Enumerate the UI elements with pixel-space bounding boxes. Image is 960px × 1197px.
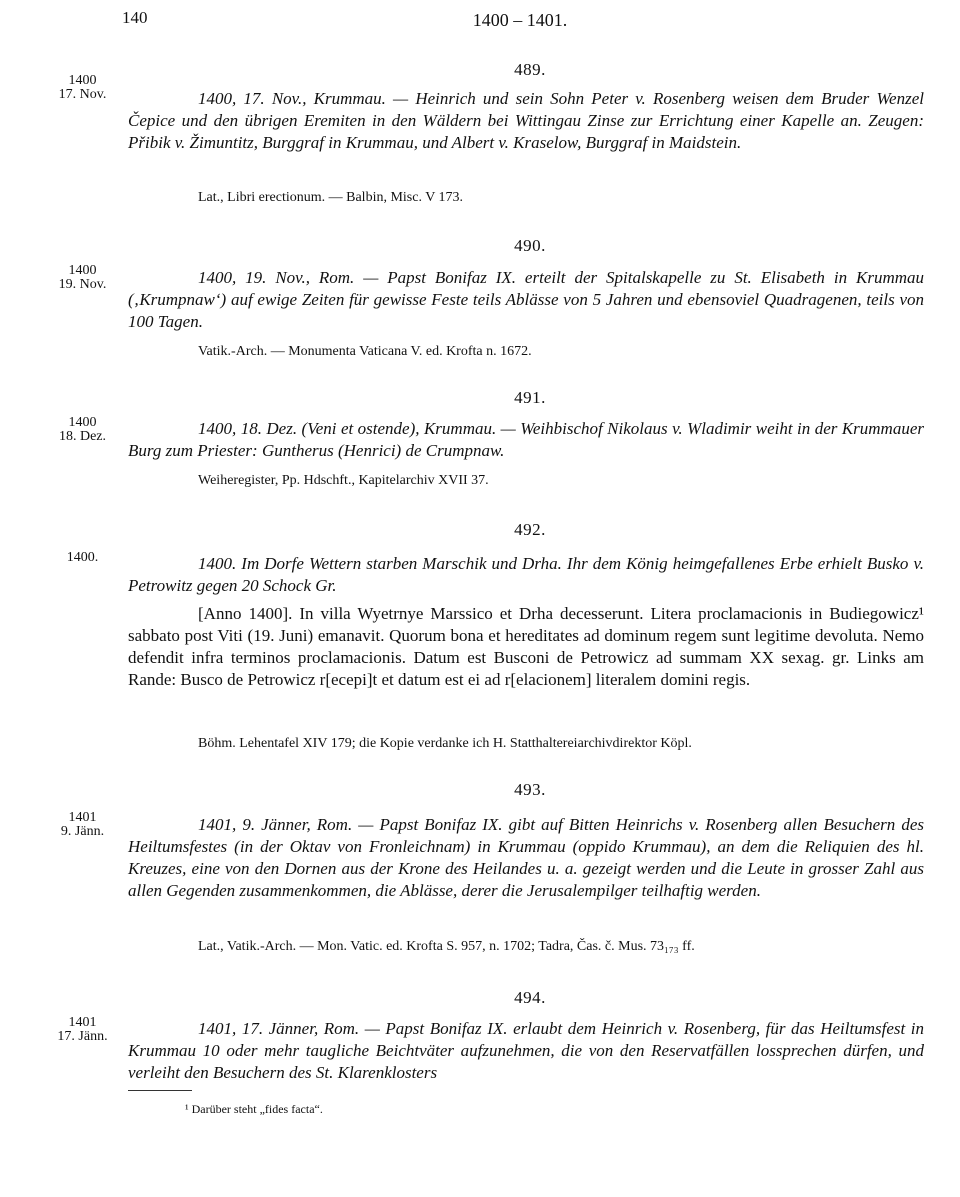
footnote: ¹ Darüber steht „fides facta“. — [185, 1102, 323, 1116]
entry-body: [Anno 1400]. In villa Wyetrnye Marssico et Drha decesserunt. Litera proclamacionis in Budiegowicz¹ sabbato post Viti (19. Juni) emanavit. Quorum bona et hereditates ad dominum regem sunt legitime devoluta. Nemo defendit infra terminos proclamacionis. Datum est Busconi de Petrowicz ad summam XX sexag. gr. Links am Rande: Busco de Petrowicz r[ecepi]t et datum est ei ad r[elacionem] literalem domini regis. — [128, 604, 924, 689]
margin-date — [40, 1016, 125, 1044]
margin-date — [40, 74, 125, 102]
margin-date-day: 19. Nov. — [58, 277, 107, 292]
footnote-rule — [128, 1090, 192, 1091]
margin-date-day: 18. Dez. — [58, 429, 107, 444]
margin-date — [40, 551, 125, 565]
entry-headline: 1400, 19. Nov., Rom. — Papst Bonifaz IX. erteilt der Spitalskapelle zu St. Elisabeth in Krummau (‚Krumpnaw‘) auf ewige Zeiten für gewisse Feste teils Ablässe von 5 Jahren und ebensoviel Quadragenen, teils von 100 Tagen. — [128, 268, 924, 331]
entry-headline: 1401, 9. Jänner, Rom. — Papst Bonifaz IX. gibt auf Bitten Heinrichs v. Rosenberg allen Besuchern des Heiltumsfestes (in der Oktav von Fronleichnam) in Krummau (oppido Krummau), an dem die Reliquien des hl. Kreuzes, eine von den Dornen aus der Krone des Heilandes u. a. gezeigt werden und die Leute in grosser Zahl aus allen Gegenden zusammenkommen, die Ablässe, derer die Jerusalempilger teilhaftig werden. — [128, 815, 924, 900]
entry-text — [128, 553, 924, 691]
entry-source: Böhm. Lehentafel XIV 179; die Kopie verdanke ich H. Statthaltereiarchivdirektor Köpl. — [198, 736, 692, 751]
margin-date-year: 1400 — [68, 73, 97, 88]
entry-number: 492. — [514, 520, 546, 539]
margin-date-day: 9. Jänn. — [60, 824, 105, 839]
margin-date-year: 1400. — [66, 550, 99, 565]
margin-date-day: 17. Nov. — [58, 87, 107, 102]
margin-date-year: 1400 — [68, 263, 97, 278]
entry-headline: 1401, 17. Jänner, Rom. — Papst Bonifaz IX. erlaubt dem Heinrich v. Rosenberg, für das Heiltumsfest in Krummau 10 oder mehr taugliche Beichtväter aufzunehmen, die von den Reservatfällen lossprechen dürfen, und verleiht den Besuchern des St. Klarenklosters — [128, 1019, 924, 1082]
entry-number: 491. — [514, 388, 546, 407]
entry-number: 490. — [514, 236, 546, 255]
entry-number: 489. — [514, 60, 546, 79]
margin-date — [40, 264, 125, 292]
entry-text — [128, 88, 924, 154]
running-head: 1400 – 1401. — [472, 10, 568, 30]
entry-source: Lat., Vatik.-Arch. — Mon. Vatic. ed. Krofta S. 957, n. 1702; Tadra, Čas. č. Mus. 73₁₇₃ ff. — [198, 939, 695, 954]
entry-headline: 1400, 18. Dez. (Veni et ostende), Krummau. — Weihbischof Nikolaus v. Wladimir weiht in der Krummauer Burg zum Priester: Guntherus (Henrici) de Crumpnaw. — [128, 419, 924, 460]
margin-date-year: 1401 — [68, 1015, 97, 1030]
entry-number: 494. — [514, 988, 546, 1007]
margin-date-year: 1401 — [68, 810, 97, 825]
entry-headline: 1400. Im Dorfe Wettern starben Marschik und Drha. Ihr dem König heimgefallenes Erbe erhielt Busko v. Petrowitz gegen 20 Schock Gr. — [128, 554, 924, 595]
margin-date-year: 1400 — [68, 415, 97, 430]
margin-date — [40, 416, 125, 444]
entry-number: 493. — [514, 780, 546, 799]
page-number: 140 — [122, 8, 148, 27]
entry-source: Weiheregister, Pp. Hdschft., Kapitelarchiv XVII 37. — [198, 473, 489, 488]
entry-headline: 1400, 17. Nov., Krummau. — Heinrich und sein Sohn Peter v. Rosenberg weisen dem Bruder Wenzel Čepice und den übrigen Eremiten in den Wäldern bei Wittingau Zinse zur Errichtung einer Kapelle an. Zeugen: Přibik v. Žimuntitz, Burggraf in Krummau, und Albert v. Kraselow, Burggraf in Maidstein. — [128, 89, 924, 152]
margin-date-day: 17. Jänn. — [57, 1029, 108, 1044]
entry-source: Vatik.-Arch. — Monumenta Vaticana V. ed. Krofta n. 1672. — [198, 344, 532, 359]
margin-date — [40, 811, 125, 839]
entry-text — [128, 814, 924, 902]
entry-text — [128, 418, 924, 462]
entry-text — [128, 1018, 924, 1084]
entry-text — [128, 267, 924, 333]
entry-source: Lat., Libri erectionum. — Balbin, Misc. V 173. — [198, 190, 464, 205]
